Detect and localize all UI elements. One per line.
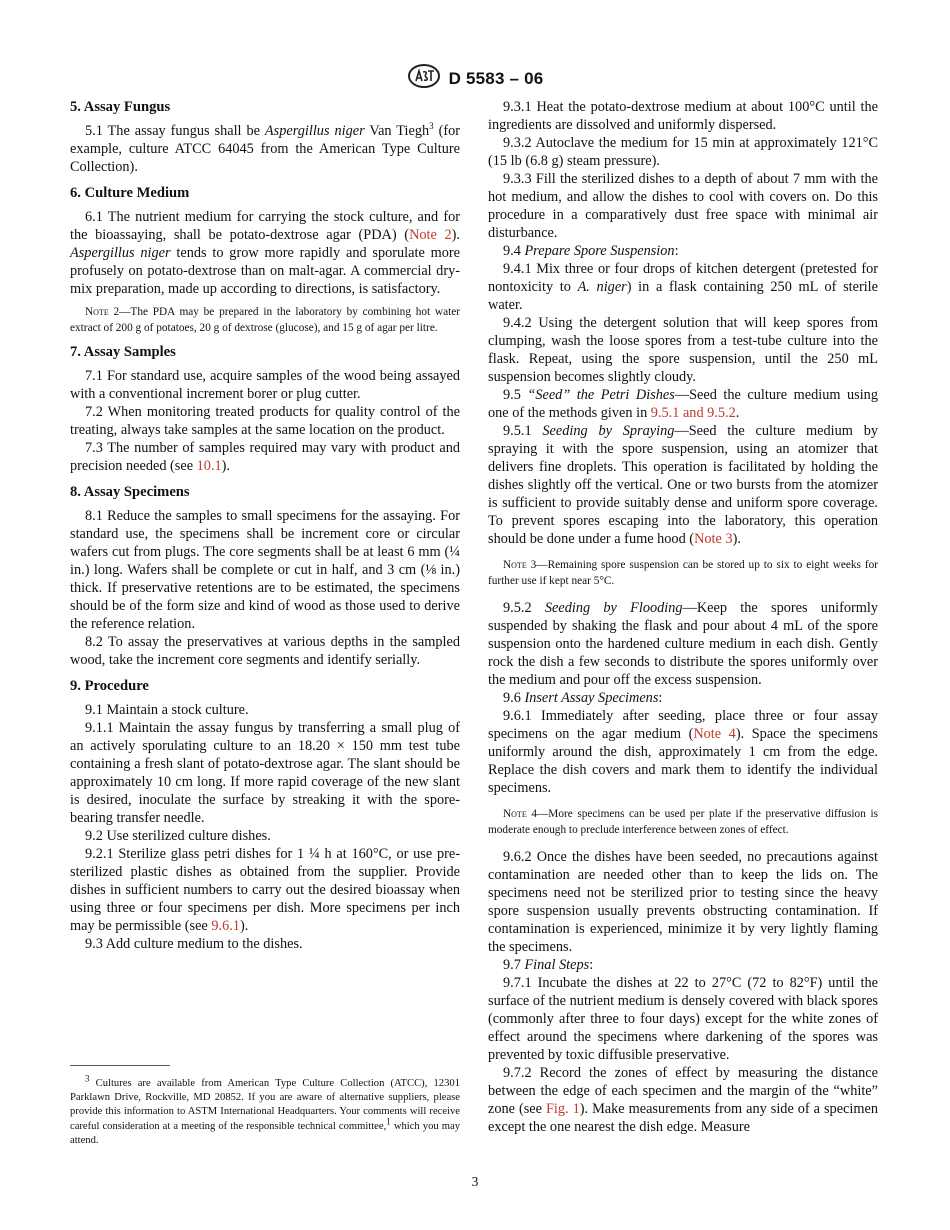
fig-1-link[interactable]: Fig. 1 — [545, 1101, 580, 1117]
paragraph-8-2: 8.2 To assay the preservatives at various depths in the sampled wood, take the increment core segments and identify serially. — [70, 634, 460, 668]
paragraph-9-6: 9.6 Insert Assay Specimens: — [503, 690, 663, 706]
section-heading: 7. Assay Samples — [70, 344, 176, 360]
right-column — [488, 98, 878, 1136]
paragraph-9-3-3: 9.3.3 Fill the sterilized dishes to a depth of about 7 mm with the hot medium, and allow the dishes to cool with covers on. Do this procedure in a comparatively dust free space with minimal air disturbance. — [488, 171, 878, 241]
paragraph-9-4-2: 9.4.2 Using the detergent solution that will keep spores from clumping, wash the loose spores from a test-tube culture into the flask. Repeat, using the spore suspension, until the 250 mL suspension becomes slightly cloudy. — [488, 315, 878, 385]
paragraph-9-2-1: 9.2.1 Sterilize glass petri dishes for 1 ¼ h at 160°C, or use pre-sterilized plastic dishes as obtained from the supplier. Provide dishes in sufficient numbers to carry out the desired bioassay when using three or four specimens per dish. More specimens per inch may be permissible (see 9.6.1). — [70, 846, 460, 934]
paragraph-9-4: 9.4 Prepare Spore Suspension: — [503, 243, 679, 259]
note-4: Note 4—More specimens can be used per plate if the preservative diffusion is moderate enough to preclude interference between zones of effect. — [488, 808, 878, 836]
paragraph-9-7: 9.7 Final Steps: — [503, 957, 594, 973]
document-designation: D 5583 – 06 — [448, 68, 544, 88]
paragraph-9-6-1: 9.6.1 Immediately after seeding, place three or four assay specimens on the agar medium (Note 4). Space the specimens uniformly around the dish, approximately 1 cm from the edge. Replace the dish covers and mark them to identify the individual specimens. — [488, 708, 878, 796]
footnote-3: $^3$ Cultures are available from American Type Culture Collection (ATCC), 12301 Parklawn Drive, Rockville, MD 20852. If you are aware of alternative suppliers, please provide this information to ASTM International Headquarters. Your comments will receive careful consideration at a meeting of the responsible technical committee,$^1$ which you may attend. — [70, 1073, 460, 1146]
note-3: Note 3—Remaining spore suspension can be stored up to six to eight weeks for further use if kept near 5°C. — [488, 559, 878, 587]
paragraph-8-1: 8.1 Reduce the samples to small specimens for the assaying. For standard use, the specimens shall be increment core or circular wafers cut from plugs. The core segments shall be at least 6 mm (¼ in.) long. Wafers shall be complete or cut in half, and 3 cm (⅛ in.) thick. If preservative retentions are to be estimated, the specimens should be of the form size and kind of wood as those used to derive the reference relation. — [70, 508, 460, 632]
note-2: Note 2—The PDA may be prepared in the laboratory by combining hot water extract of 200 g of potatoes, 20 g of dextrose (glucose), and 15 g of agar per litre. — [70, 306, 460, 334]
left-column — [70, 98, 460, 953]
section-heading: 6. Culture Medium — [70, 185, 190, 201]
section-heading: 5. Assay Fungus — [70, 99, 171, 115]
paragraph-9-5-1: 9.5.1 Seeding by Spraying—Seed the culture medium by spraying it with the spore suspension, using an atomizer that delivers fine droplets. This operation is facilitated by holding the dishes slightly off the vertical. One or two bursts from the atomizer is sufficient to provide suitably dense and uniform spore coverage. To prevent spores escaping into the laboratory, this operation should be done under a fume hood (Note 3). — [488, 423, 878, 547]
note-3-link[interactable]: Note 3 — [694, 531, 733, 547]
section-9-6-1-link[interactable]: 9.6.1 — [211, 918, 240, 934]
page-header — [0, 63, 950, 94]
footnote-divider — [70, 1065, 170, 1066]
paragraph-9-3-1: 9.3.1 Heat the potato-dextrose medium at about 100°C until the ingredients are dissolved and uniformly dispersed. — [488, 99, 878, 133]
note-4-link[interactable]: Note 4 — [693, 726, 736, 742]
section-9-5-1-link[interactable]: 9.5.1 and 9.5.2 — [650, 405, 736, 421]
section-heading: 9. Procedure — [70, 678, 149, 694]
paragraph-9-6-2: 9.6.2 Once the dishes have been seeded, no precautions against contamination are needed other than to keep the lids on. The specimens need not be sterilized prior to testing since the heavy spore suspension usually prevents obstructing contamination. If contamination is experienced, minimize it by very lightly flaming the specimens. — [488, 849, 878, 955]
paragraph-9-2: 9.2 Use sterilized culture dishes. — [85, 828, 271, 844]
section-10-1-link[interactable]: 10.1 — [196, 458, 222, 474]
paragraph-9-7-1: 9.7.1 Incubate the dishes at 22 to 27°C (72 to 82°F) until the surface of the nutrient medium is densely covered with black spores (commonly after three to four days) except for the white zones of effect around the specimens where darkening of the spores was prevented by toxic diffusible preservative. — [488, 975, 878, 1063]
paragraph-9-5: 9.5 “Seed” the Petri Dishes—Seed the culture medium using one of the methods given in 9.5.1 and 9.5.2. — [488, 387, 878, 421]
paragraph-9-1-1: 9.1.1 Maintain the assay fungus by transferring a small plug of an actively sporulating culture to an 18.20 × 150 mm test tube containing a fresh slant of potato-dextrose agar. The slant should be approximately 10 cm long. If more rapid coverage of the new slant is desired, inoculate the surface by streaking it with the spore-bearing transfer needle. — [70, 720, 460, 826]
paragraph-5-1: 5.1 The assay fungus shall be Aspergillus niger Van Tiegh$^3$ (for example, culture ATCC 64045 from the American Type Culture Collection). — [70, 121, 461, 175]
paragraph-9-1: 9.1 Maintain a stock culture. — [85, 702, 249, 718]
paragraph-9-4-1: 9.4.1 Mix three or four drops of kitchen detergent (pretested for nontoxicity to A. niger) in a flask containing 250 mL of sterile water. — [488, 261, 878, 313]
paragraph-6-1: 6.1 The nutrient medium for carrying the stock culture, and for the bioassaying, shall be potato-dextrose agar (PDA) (Note 2). Aspergillus niger tends to grow more rapidly and sporulate more profusely on potato-dextrose than on malt-agar. A commercial dry-mix preparation, made up according to directions, is satisfactory. — [70, 209, 461, 297]
paragraph-9-5-2: 9.5.2 Seeding by Flooding—Keep the spores uniformly suspended by shaking the flask and pour about 4 mL of the spore suspension onto the hardened culture medium in each dish. Gently rock the dish a few seconds to distribute the spores uniformly over the medium and pour off the excess suspension. — [488, 600, 878, 688]
paragraph-7-2: 7.2 When monitoring treated products for quality control of the treating, always take samples at the same location on the product. — [70, 404, 460, 438]
paragraph-9-7-2: 9.7.2 Record the zones of effect by measuring the distance between the edge of each specimen and the margin of the “white” zone (see Fig. 1). Make measurements from any side of a specimen except the one nearest the dish edge. Measure — [488, 1065, 878, 1135]
note-2-link[interactable]: Note 2 — [409, 227, 452, 243]
paragraph-7-3: 7.3 The number of samples required may vary with product and precision needed (see 10.1). — [70, 440, 460, 474]
paragraph-9-3: 9.3 Add culture medium to the dishes. — [85, 936, 303, 952]
paragraph-9-3-2: 9.3.2 Autoclave the medium for 15 min at approximately 121°C (15 lb (6.8 g) steam pressure). — [488, 135, 878, 169]
paragraph-7-1: 7.1 For standard use, acquire samples of the wood being assayed with a conventional increment borer or plug cutter. — [70, 368, 460, 402]
section-heading: 8. Assay Specimens — [70, 484, 190, 500]
astm-logo-icon — [407, 63, 441, 94]
page-number: 3 — [471, 1174, 479, 1189]
